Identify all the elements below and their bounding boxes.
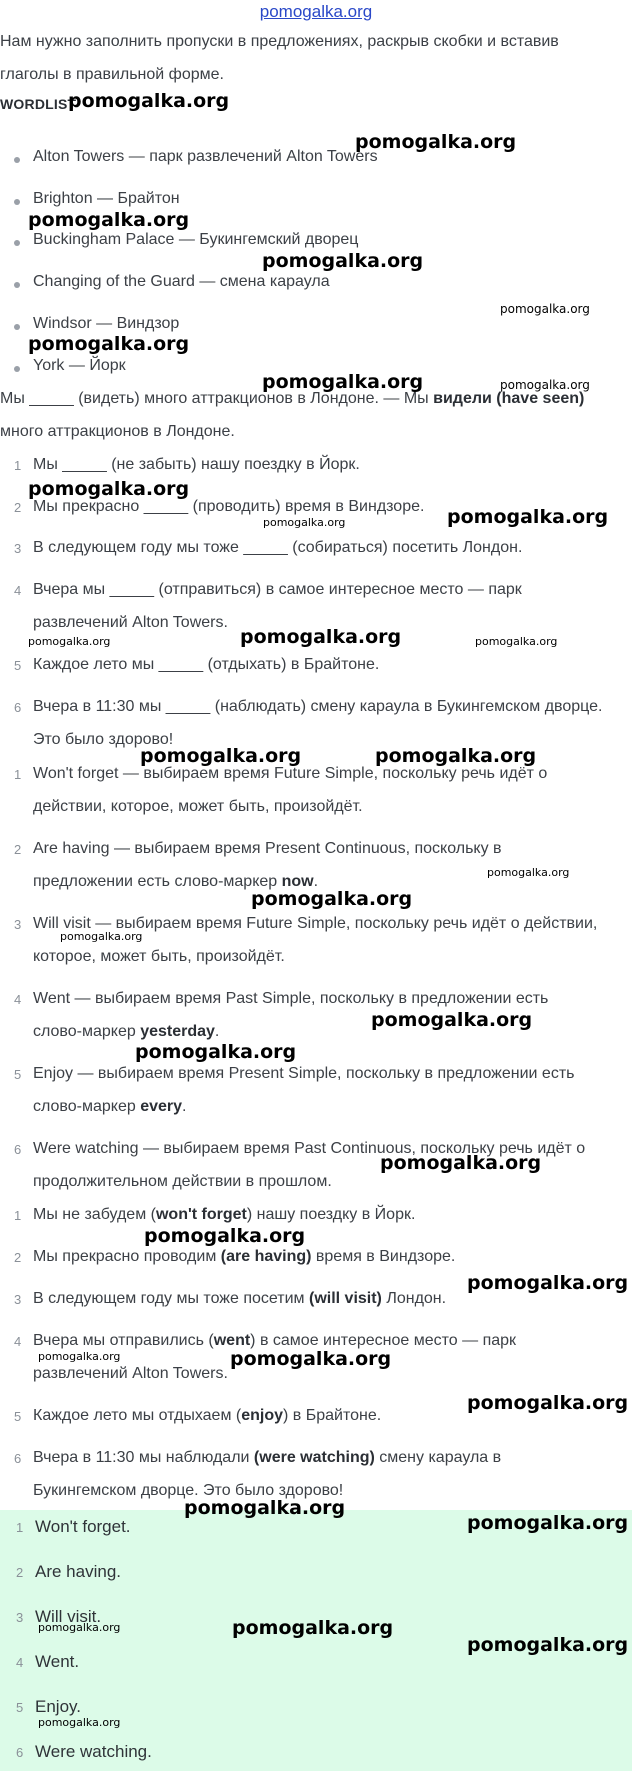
filled-text: Мы не забудем ( — [33, 1206, 156, 1223]
intro-line-2: глаголы в правильной форме. — [0, 66, 224, 83]
watermark: pomogalka.org — [263, 516, 346, 529]
filled-text: ) в самое интересное место — парк — [250, 1332, 517, 1349]
wordlist-heading: WORDLIST — [0, 96, 77, 112]
watermark: pomogalka.org — [475, 635, 558, 648]
watermark: pomogalka.org — [447, 506, 609, 528]
answer-item: Won't forget. — [35, 1517, 131, 1536]
explanation-line: Went — выбираем время Past Simple, поскольку в предложении есть — [33, 990, 549, 1007]
watermark: pomogalka.org — [38, 1350, 121, 1363]
answer-number: 5 — [16, 1700, 24, 1715]
answer-number: 6 — [16, 1745, 24, 1760]
filled-text: ) нашу поездку в Йорк. — [246, 1206, 416, 1223]
answer-item: Will visit. — [35, 1607, 102, 1626]
marker-word: every — [140, 1098, 183, 1115]
watermark: pomogalka.org — [28, 478, 190, 500]
item-number: 1 — [14, 1208, 22, 1223]
intro-line-1: Нам нужно заполнить пропуски в предложениях, раскрыв скобки и вставив — [0, 33, 559, 50]
item-number: 2 — [14, 500, 22, 515]
answer-number: 2 — [16, 1565, 24, 1580]
example-text: Мы _____ (видеть) много аттракционов в Лондоне. — Мы — [0, 390, 434, 407]
exercise-line: развлечений Alton Towers. — [33, 614, 228, 631]
filled-line — [33, 1206, 415, 1224]
watermark: pomogalka.org — [232, 1617, 394, 1639]
answer-item: Were watching. — [35, 1742, 152, 1761]
filled-text: ) в Брайтоне. — [283, 1407, 382, 1424]
watermark: pomogalka.org — [251, 888, 413, 910]
answer-number: 4 — [16, 1655, 24, 1670]
explanation-line — [33, 1023, 219, 1041]
filled-answer: (were watching) — [253, 1449, 375, 1466]
watermark: pomogalka.org — [467, 1634, 629, 1656]
answer-number: 3 — [16, 1610, 24, 1625]
filled-text: время в Виндзоре. — [311, 1248, 456, 1265]
exercise-line: В следующем году мы тоже _____ (собираться) посетить Лондон. — [33, 539, 523, 556]
marker-word: yesterday — [140, 1023, 215, 1040]
exercise-line: Мы _____ (не забыть) нашу поездку в Йорк. — [33, 456, 360, 473]
watermark: pomogalka.org — [140, 745, 302, 767]
example-answer: видели (have seen) — [433, 390, 585, 407]
answer-number: 1 — [16, 1520, 24, 1535]
watermark: pomogalka.org — [355, 131, 517, 153]
item-number: 3 — [14, 541, 22, 556]
watermark: pomogalka.org — [28, 635, 111, 648]
watermark: pomogalka.org — [467, 1272, 629, 1294]
example-line-2: много аттракционов в Лондоне. — [0, 423, 235, 440]
explanation-line: действии, которое, может быть, произойдёт. — [33, 798, 363, 815]
watermark: pomogalka.org — [467, 1512, 629, 1534]
item-number: 3 — [14, 1292, 22, 1307]
watermark: pomogalka.org — [60, 930, 143, 943]
bullet-icon — [14, 240, 20, 246]
watermark: pomogalka.org — [68, 90, 230, 112]
explanation-line — [33, 1098, 186, 1116]
bullet-icon — [14, 157, 20, 163]
explanation-text: . — [182, 1098, 187, 1115]
site-link[interactable]: pomogalka.org — [259, 2, 373, 21]
watermark: pomogalka.org — [487, 866, 570, 879]
answer-item: Are having. — [35, 1562, 121, 1581]
explanation-text: . — [214, 1023, 220, 1040]
filled-answer: enjoy — [241, 1407, 284, 1424]
explanation-line: Were watching — выбираем время Past Continuous, поскольку речь идёт о — [33, 1140, 586, 1157]
exercise-line: Каждое лето мы _____ (отдыхать) в Брайтоне. — [33, 656, 380, 673]
watermark: pomogalka.org — [371, 1009, 533, 1031]
item-number: 1 — [14, 767, 22, 782]
filled-line — [33, 1449, 501, 1467]
explanation-line: Will visit — выбираем время Future Simple, поскольку речь идёт о действии, — [33, 915, 598, 932]
explanation-text: слово-маркер — [33, 1098, 141, 1115]
watermark: pomogalka.org — [375, 745, 537, 767]
item-number: 5 — [14, 1409, 22, 1424]
watermark: pomogalka.org — [38, 1621, 121, 1634]
explanation-line: продолжительном действии в прошлом. — [33, 1173, 332, 1190]
explanation-line: Enjoy — выбираем время Present Simple, поскольку в предложении есть — [33, 1065, 575, 1082]
explanation-text: . — [313, 873, 319, 890]
wordlist-item: Alton Towers — парк развлечений Alton Towers — [33, 148, 378, 165]
watermark: pomogalka.org — [262, 371, 424, 393]
watermark: pomogalka.org — [230, 1348, 392, 1370]
watermark: pomogalka.org — [38, 1716, 121, 1729]
filled-line — [33, 1407, 381, 1425]
bullet-icon — [14, 324, 20, 330]
watermark: pomogalka.org — [240, 626, 402, 648]
marker-word: now — [281, 873, 314, 890]
explanation-line: которое, может быть, произойдёт. — [33, 948, 285, 965]
wordlist-item: Windsor — Виндзор — [33, 315, 180, 332]
watermark: pomogalka.org — [144, 1225, 306, 1247]
watermark: pomogalka.org — [500, 302, 590, 316]
filled-answer: went — [213, 1332, 251, 1349]
item-number: 5 — [14, 658, 22, 673]
filled-text: Вчера мы отправились ( — [33, 1332, 214, 1349]
filled-text: Вчера в 11:30 мы наблюдали — [33, 1449, 254, 1466]
filled-text: смену караула в — [374, 1449, 502, 1466]
explanation-text: предложении есть слово-маркер — [33, 873, 282, 890]
bullet-icon — [14, 199, 20, 205]
watermark: pomogalka.org — [135, 1041, 297, 1063]
item-number: 5 — [14, 1067, 22, 1082]
filled-line — [33, 1248, 455, 1266]
answer-item: Went. — [35, 1652, 80, 1671]
filled-line: развлечений Alton Towers. — [33, 1365, 228, 1382]
filled-text: Лондон. — [381, 1290, 447, 1307]
filled-text: Мы прекрасно проводим — [33, 1248, 221, 1265]
bullet-icon — [14, 366, 20, 372]
filled-answer: won't forget — [155, 1206, 247, 1223]
filled-line — [33, 1290, 446, 1308]
explanation-line: Won't forget — выбираем время Future Simple, поскольку речь идёт о — [33, 765, 548, 782]
item-number: 1 — [14, 458, 22, 473]
watermark: pomogalka.org — [380, 1152, 542, 1174]
item-number: 3 — [14, 917, 22, 932]
filled-text: Каждое лето мы отдыхаем ( — [33, 1407, 242, 1424]
filled-line: Букингемском дворце. Это было здорово! — [33, 1482, 344, 1499]
watermark: pomogalka.org — [262, 250, 424, 272]
filled-text: В следующем году мы тоже посетим — [33, 1290, 309, 1307]
item-number: 4 — [14, 583, 22, 598]
exercise-line: Вчера мы _____ (отправиться) в самое интересное место — парк — [33, 581, 522, 598]
item-number: 2 — [14, 842, 22, 857]
item-number: 4 — [14, 1334, 22, 1349]
explanation-line: Are having — выбираем время Present Continuous, поскольку в — [33, 840, 502, 857]
item-number: 6 — [14, 700, 22, 715]
item-number: 4 — [14, 992, 22, 1007]
wordlist-item: York — Йорк — [33, 357, 126, 374]
exercise-line: Это было здорово! — [33, 731, 174, 748]
answer-item: Enjoy. — [35, 1697, 81, 1716]
exercise-line: Мы прекрасно _____ (проводить) время в Виндзоре. — [33, 498, 425, 515]
item-number: 2 — [14, 1250, 22, 1265]
watermark: pomogalka.org — [28, 209, 190, 231]
wordlist-item: Buckingham Palace — Букингемский дворец — [33, 231, 359, 248]
watermark: pomogalka.org — [184, 1497, 346, 1519]
explanation-text: слово-маркер — [33, 1023, 141, 1040]
exercise-line: Вчера в 11:30 мы _____ (наблюдать) смену караула в Букингемском дворце. — [33, 698, 603, 715]
filled-answer: (are having) — [220, 1248, 312, 1265]
watermark: pomogalka.org — [28, 333, 190, 355]
bullet-icon — [14, 282, 20, 288]
wordlist-item: Changing of the Guard — смена караула — [33, 273, 330, 290]
watermark: pomogalka.org — [467, 1392, 629, 1414]
item-number: 6 — [14, 1451, 22, 1466]
watermark: pomogalka.org — [500, 378, 590, 392]
item-number: 6 — [14, 1142, 22, 1157]
filled-answer: (will visit) — [308, 1290, 382, 1307]
wordlist-item: Brighton — Брайтон — [33, 190, 180, 207]
